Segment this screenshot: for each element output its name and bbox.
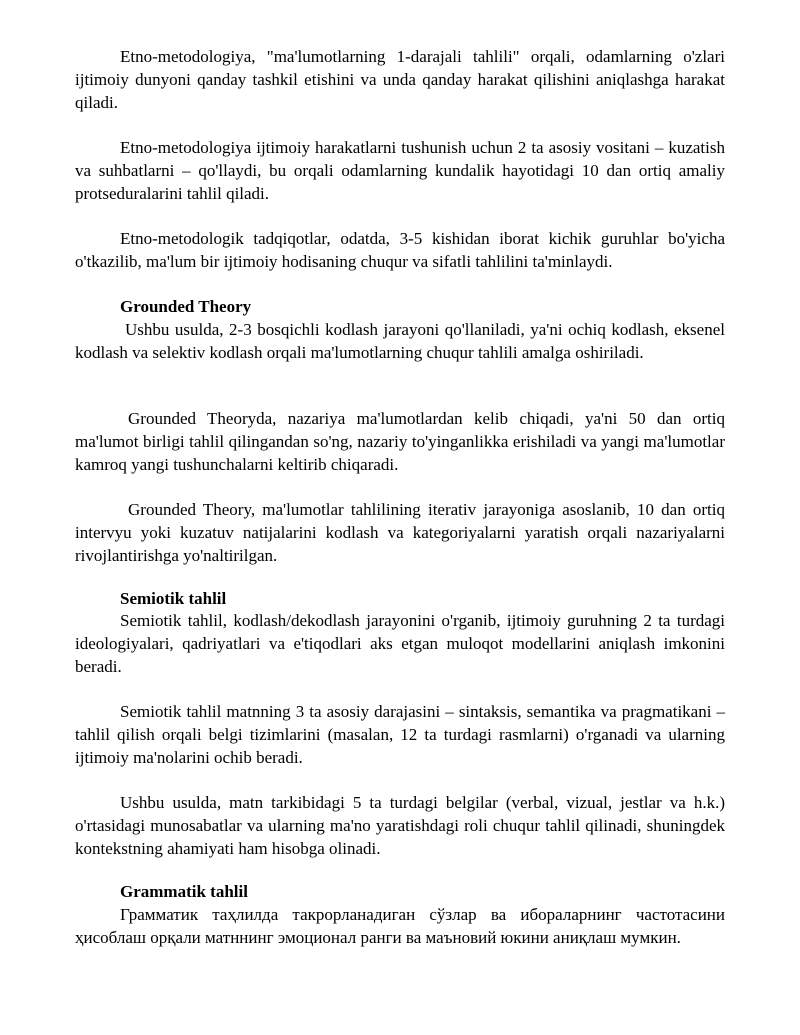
paragraph-etno-1: Etno-metodologiya, "ma'lumotlarning 1-darajali tahlili" orqali, odamlarning o'zlari ijtimoiy dunyoni qanday tashkil etishini va unda qanday harakat qilishini aniqlashga harakat qiladi. bbox=[75, 47, 725, 112]
paragraph-etno-3: Etno-metodologik tadqiqotlar, odatda, 3-5 kishidan iborat kichik guruhlar bo'yicha o'tkazilib, ma'lum bir ijtimoiy hodisaning chuqur va sifatli tahlilini ta'minlaydi. bbox=[75, 229, 725, 271]
paragraph-etno-2: Etno-metodologiya ijtimoiy harakatlarni tushunish uchun 2 ta asosiy vositani – kuzatish va suhbatlarni – qo'llaydi, bu orqali odamlarning kundalik hayotidagi 10 dan ortiq amaliy protseduralarini tahlil qiladi. bbox=[75, 138, 725, 203]
heading-grammatik-tahlil: Grammatik tahlil bbox=[120, 882, 248, 901]
paragraph-grounded-1: Ushbu usulda, 2-3 bosqichli kodlash jarayoni qo'llaniladi, ya'ni ochiq kodlash, eksenel kodlash va selektiv kodlash orqali ma'lumotlarning chuqur tahlili amalga oshiriladi. bbox=[75, 320, 725, 362]
heading-grounded-theory: Grounded Theory bbox=[120, 297, 252, 316]
paragraph-semiotik-2: Semiotik tahlil matnning 3 ta asosiy darajasini – sintaksis, semantika va pragmatikani – tahlil qilish orqali belgi tizimlarini (masalan, 12 ta turdagi rasmlarni) o'rganadi va ularning ijtimoiy ma'nolarini ochib beradi. bbox=[75, 702, 725, 767]
paragraph-semiotik-1: Semiotik tahlil, kodlash/dekodlash jarayonini o'rganib, ijtimoiy guruhning 2 ta turdagi ideologiyalari, qadriyatlari va e'tiqodlari aks etgan muloqot modellarini aniqlash imkonini beradi. bbox=[75, 611, 725, 676]
paragraph-grammatik-1: Грамматик таҳлилда такрорланадиган сўзлар ва ибораларнинг частотасини ҳисоблаш орқали матннинг эмоционал ранги ва маъновий юкини аниқлаш мумкин. bbox=[75, 905, 725, 947]
paragraph-semiotik-3: Ushbu usulda, matn tarkibidagi 5 ta turdagi belgilar (verbal, vizual, jestlar va h.k.) o'rtasidagi munosabatlar va ularning ma'no yaratishdagi roli chuqur tahlil qilinadi, shuningdek kontekstning ahamiyati ham hisobga olinadi. bbox=[75, 793, 725, 858]
heading-semiotik-tahlil: Semiotik tahlil bbox=[120, 589, 227, 608]
paragraph-grounded-2: Grounded Theoryda, nazariya ma'lumotlardan kelib chiqadi, ya'ni 50 dan ortiq ma'lumot birligi tahlil qilingandan so'ng, nazariy to'yinganlikka erishiladi va yangi ma'lumotlar kamroq yangi tushunchalarni keltirib chiqaradi. bbox=[75, 409, 725, 474]
paragraph-grounded-3: Grounded Theory, ma'lumotlar tahlilining iterativ jarayoniga asoslanib, 10 dan ortiq intervyu yoki kuzatuv natijalarini kodlash va kategoriyalarni yaratish orqali nazariyalarni rivojlantirishga yo'naltirilgan. bbox=[75, 500, 725, 565]
